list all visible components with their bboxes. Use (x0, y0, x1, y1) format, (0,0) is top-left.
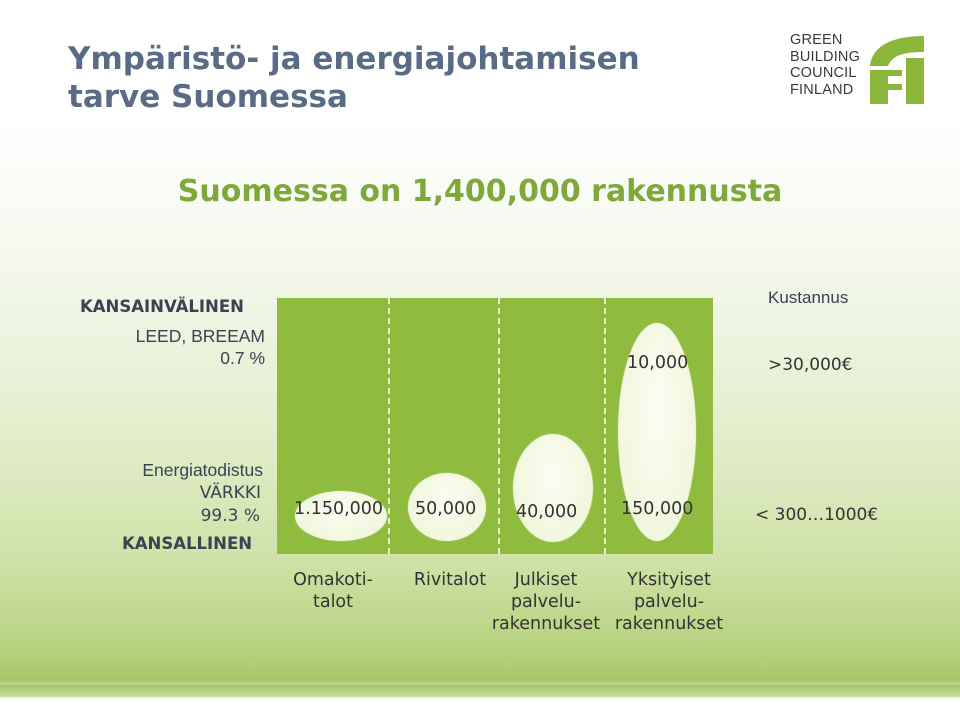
page-title (68, 40, 640, 116)
category-line: palvelu- (633, 592, 705, 612)
column-divider (604, 298, 606, 554)
international-share: 0.7 % (220, 348, 265, 368)
category-line: Omakoti- (293, 570, 373, 590)
footer-bar (0, 685, 960, 697)
column-divider (388, 298, 390, 554)
gbc-finland-logo-mark-icon (862, 32, 928, 104)
column-divider (498, 298, 500, 554)
logo-line-4: FINLAND (790, 81, 854, 98)
category-line: Yksityiset (627, 570, 711, 590)
logo-line-1: GREEN (790, 32, 843, 48)
cost-label: Kustannus (768, 288, 849, 307)
cost-national: < 300…1000€ (755, 505, 879, 525)
category-line: palvelu- (510, 592, 582, 612)
national-energy-certificate: Energiatodistus (142, 460, 263, 480)
category-line: Julkiset (514, 570, 578, 590)
category-public-buildings (485, 569, 607, 635)
cost-international: >30,000€ (768, 355, 853, 375)
logo-wordmark (790, 32, 860, 98)
national-share: 99.3 % (200, 506, 260, 526)
logo-line-2: BUILDING (790, 48, 861, 65)
category-line: Rivitalot (413, 570, 487, 590)
category-private-buildings (607, 569, 731, 635)
national-heading: KANSALLINEN (122, 534, 253, 553)
title-line-1: Ympäristö- ja energiajohtamisen (68, 41, 640, 77)
count-detached-houses: 1.150,000 (294, 499, 384, 519)
category-detached-houses (278, 569, 388, 613)
category-line: rakennukset (614, 614, 724, 634)
national-varkki: VÄRKKI (199, 483, 261, 503)
count-row-houses: 50,000 (415, 499, 477, 519)
subtitle: Suomessa on 1,400,000 rakennusta (177, 174, 783, 209)
logo-line-3: COUNCIL (790, 65, 857, 81)
category-line: talot (312, 592, 354, 612)
category-line: rakennukset (491, 614, 601, 634)
count-private-buildings-national: 150,000 (621, 499, 694, 519)
international-heading: KANSAINVÄLINEN (80, 297, 244, 316)
count-private-buildings-international: 10,000 (627, 353, 689, 373)
gbc-finland-logo (790, 32, 930, 110)
count-public-buildings: 40,000 (516, 502, 578, 522)
title-line-2: tarve Suomessa (68, 79, 348, 115)
oval-public-buildings (512, 433, 594, 543)
international-schemes: LEED, BREEAM (135, 326, 265, 346)
